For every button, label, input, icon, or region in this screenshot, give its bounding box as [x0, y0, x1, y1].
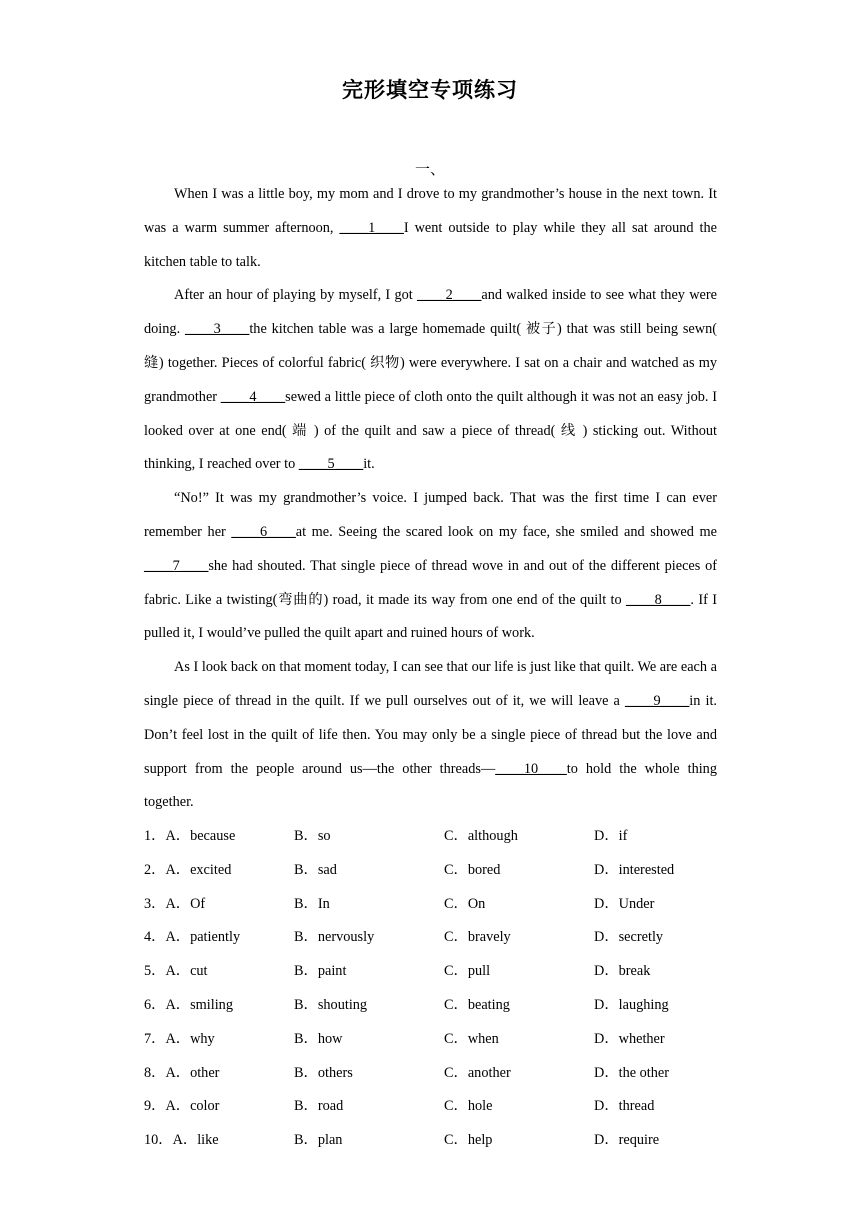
question-row: [144, 921, 744, 955]
answer-options: [144, 820, 744, 1158]
option-a: 5．A．cut: [144, 963, 208, 980]
blank-4: ____4____: [220, 388, 286, 405]
text-run: she had shouted. That single piece of thread wove in and out of the different pieces of fabric. Like a twisting(弯曲的) road, it made its way from one end of the quilt to: [144, 557, 717, 608]
option-a: 4．A．patiently: [144, 929, 241, 946]
option-a: 9．A．color: [144, 1098, 220, 1115]
question-row: [144, 989, 744, 1023]
option-a: 8．A．other: [144, 1064, 220, 1081]
text-run: After an hour of playing by myself, I got: [174, 287, 418, 304]
option-d: D．if: [594, 828, 628, 844]
blank-3: ____3____: [184, 321, 250, 338]
question-row: [144, 854, 744, 888]
option-d: D．break: [594, 963, 651, 980]
text-run: As I look back on that moment today, I can see that our life is just like that quilt. We are each a single piece of thread in the quilt. If we pull ourselves out of it, we will leave a: [144, 659, 717, 709]
option-b: B．plan: [294, 1132, 343, 1149]
question-row: [144, 820, 744, 854]
blank-9: ____9____: [624, 692, 690, 709]
question-row: [144, 888, 744, 922]
section-number-text: 一、: [414, 160, 445, 178]
text-run: it.: [363, 456, 375, 473]
option-a: 7．A．why: [144, 1030, 215, 1047]
option-b: B．others: [294, 1064, 353, 1081]
text-run: at me. Seeing the scared look on my face, she smiled and showed me: [295, 523, 717, 540]
option-b: B．In: [294, 895, 330, 912]
paragraph-3: [144, 482, 717, 651]
passage: [144, 178, 717, 820]
question-row: [144, 1090, 744, 1124]
option-d: D．laughing: [594, 996, 669, 1013]
option-d: D．Under: [594, 895, 655, 912]
option-c: C．pull: [444, 963, 491, 980]
document-title: 完形填空专项练习: [342, 78, 518, 102]
option-d: D．interested: [594, 861, 675, 878]
option-b: B．so: [294, 828, 331, 844]
option-b: B．shouting: [294, 996, 368, 1013]
option-a: 6．A．smiling: [144, 996, 233, 1013]
option-a: 1．A．because: [144, 828, 236, 844]
option-c: C．beating: [444, 996, 510, 1013]
option-c: C．bored: [444, 861, 501, 878]
option-c: C．hole: [444, 1098, 493, 1115]
blank-6: ____6____: [231, 523, 296, 540]
blank-7: ____7____: [144, 557, 209, 574]
option-c: C．another: [444, 1064, 511, 1081]
option-d: D．secretly: [594, 929, 664, 946]
option-d: D．whether: [594, 1030, 665, 1047]
blank-8: ____8____: [626, 591, 691, 608]
blank-1: ____1____: [339, 219, 404, 236]
question-row: [144, 1124, 744, 1158]
option-c: C．when: [444, 1030, 499, 1047]
text-run: sewed a little piece of cloth onto the quilt although it was not an easy job. I looked over at one end( 端 ) of the quilt and saw a piece of thread( 线 ) sticking out. Without thinking, I reached over to: [144, 388, 718, 473]
question-row: [144, 1023, 744, 1057]
option-d: D．thread: [594, 1098, 655, 1115]
paragraph-4: [144, 651, 717, 820]
option-d: D．require: [594, 1132, 660, 1149]
option-a: 3．A．Of: [144, 895, 206, 912]
option-a: 2．A．excited: [144, 861, 232, 878]
option-c: C．On: [444, 895, 486, 912]
blank-5: ____5____: [298, 456, 364, 473]
text-run: in it. Don’t feel lost in the quilt of life then. You may only be a single piece of thread but the love and support from the people around us—the other threads—: [144, 692, 717, 777]
text-run: to hold the whole thing together.: [144, 760, 717, 811]
blank-2: ____2____: [417, 287, 482, 304]
option-b: B．paint: [294, 963, 347, 980]
option-d: D．the other: [594, 1064, 670, 1081]
option-b: B．nervously: [294, 929, 375, 946]
blank-10: ____10____: [495, 760, 567, 777]
text-run: and walked inside to see what they were doing.: [144, 287, 718, 338]
paragraph-2: [144, 279, 717, 482]
question-row: [144, 955, 744, 989]
option-c: C．bravely: [444, 929, 511, 946]
text-run: I went outside to play while they all sat around the kitchen table to talk.: [144, 219, 717, 270]
paragraph-1: [144, 178, 717, 279]
option-c: C．although: [444, 828, 518, 844]
option-b: B．road: [294, 1098, 344, 1115]
text-run: When I was a little boy, my mom and I drove to my grandmother’s house in the next town. It was a warm summer afternoon,: [144, 186, 717, 236]
text-run: the kitchen table was a large homemade quilt( 被子) that was still being sewn( 缝) together. Pieces of colorful fabric( 织物) were everywhere. I sat on a chair and watched as my grandmother: [144, 321, 717, 405]
section-number: [0, 158, 860, 179]
question-row: [144, 1057, 744, 1091]
option-c: C．help: [444, 1132, 493, 1149]
text-run: . If I pulled it, I would’ve pulled the quilt apart and ruined hours of work.: [144, 591, 717, 642]
option-b: B．how: [294, 1030, 343, 1047]
option-b: B．sad: [294, 861, 337, 878]
option-a: 10．A．like: [144, 1132, 219, 1149]
text-run: “No!” It was my grandmother’s voice. I jumped back. That was the first time I can ever remember her: [144, 490, 717, 540]
